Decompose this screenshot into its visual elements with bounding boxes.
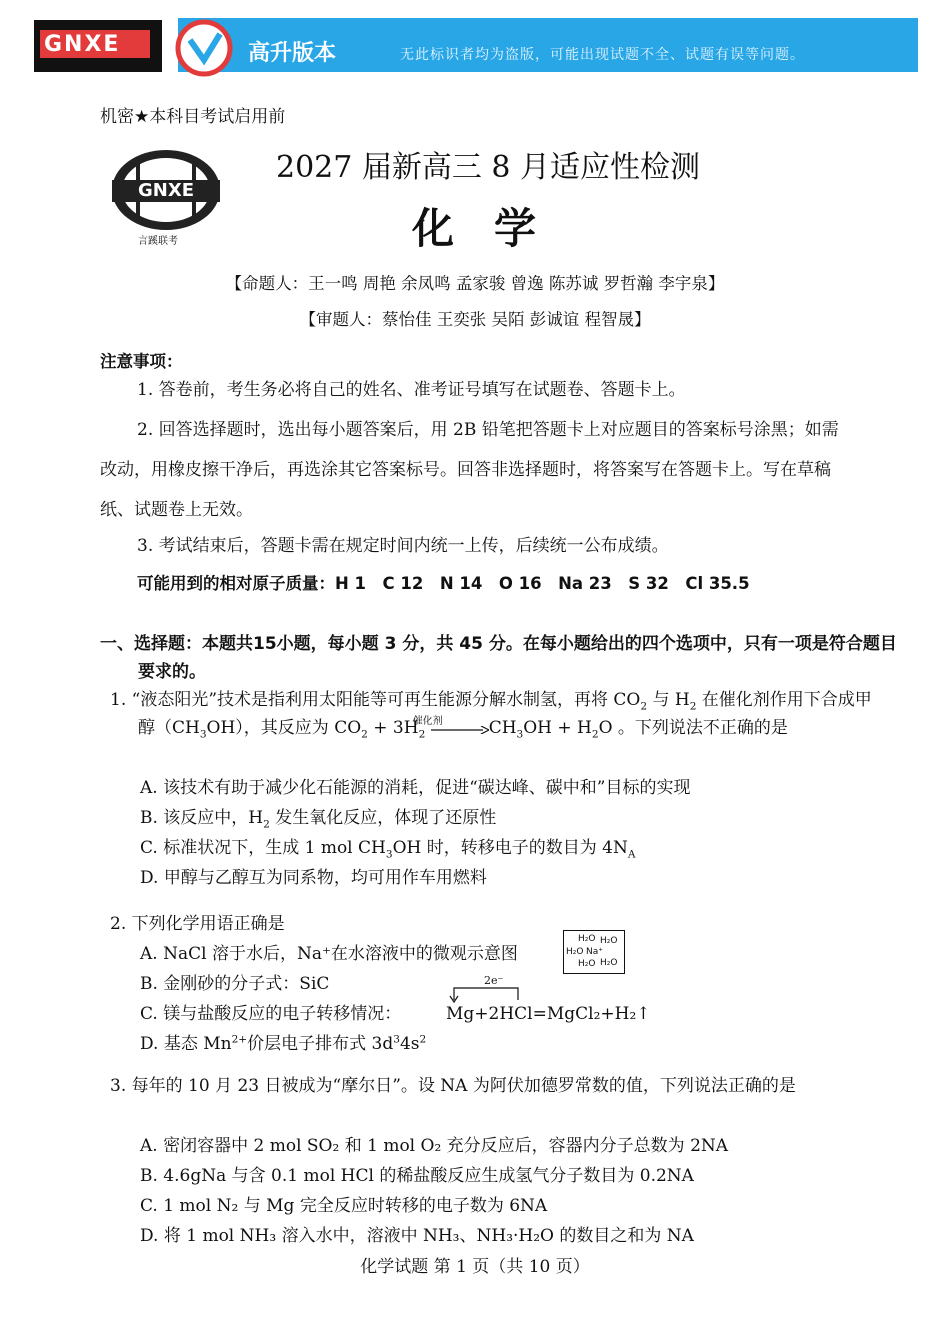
q1-text: + 3H bbox=[367, 718, 419, 738]
question-2-stem: 2. 下列化学用语正确是 bbox=[110, 914, 285, 934]
hydration-diagram bbox=[563, 930, 625, 974]
q1-text: 在催化剂作用下合成甲醇（CH bbox=[138, 690, 872, 738]
q3-option-b: B. 4.6gNa 与含 0.1 mol HCl 的稀盐酸反应生成氢气分子数目为 0.2NA bbox=[140, 1166, 694, 1186]
q1-text: 与 H bbox=[647, 690, 690, 710]
q1-text: OH + H bbox=[523, 718, 592, 738]
notice-item: 1. 答卷前，考生务必将自己的姓名、准考证号填写在试题卷、答题卡上。 bbox=[137, 380, 686, 400]
ion-label: Na⁺ bbox=[586, 947, 603, 957]
reaction-arrow bbox=[412, 715, 489, 738]
q3-option-d: D. 将 1 mol NH₃ 溶入水中，溶液中 NH₃、NH₃·H₂O 的数目之和为 NA bbox=[140, 1226, 694, 1246]
authors-line: 【命题人：王一鸣 周艳 余凤鸣 孟家骏 曾逸 陈苏诚 罗哲瀚 李宇泉】 bbox=[225, 274, 725, 293]
section-heading: 一、选择题：本题共15小题，每小题 3 分，共 45 分。在每小题给出的四个选项中，只有一项是符合题目要求的。 bbox=[100, 634, 897, 682]
q1-text: O 。下列说法不正确的是 bbox=[598, 718, 788, 738]
water-label: H₂O bbox=[578, 934, 596, 944]
q1-option-d: D. 甲醇与乙醇互为同系物，均可用作车用燃料 bbox=[140, 868, 487, 888]
water-label: H₂O bbox=[578, 959, 596, 969]
q2-option-d-text: D. 基态 Mn bbox=[140, 1034, 232, 1054]
q1-text: 1. “液态阳光”技术是指利用太阳能等可再生能源分解水制氢，再将 CO bbox=[110, 690, 641, 710]
electron-label: 2e⁻ bbox=[484, 974, 504, 987]
banner-brand: 高升版本 bbox=[248, 41, 337, 66]
top-banner bbox=[0, 0, 950, 82]
q2-option-b: B. 金刚砂的分子式：SiC bbox=[140, 974, 330, 994]
q3-option-a: A. 密闭容器中 2 mol SO₂ 和 1 mol O₂ 充分反应后，容器内分子总数为 2NA bbox=[140, 1136, 729, 1156]
q1-option-a: A. 该技术有助于减少化石能源的消耗，促进“碳达峰、碳中和”目标的实现 bbox=[140, 778, 691, 798]
water-label: H₂O bbox=[566, 947, 584, 957]
banner-graphic bbox=[0, 0, 950, 82]
atomic-masses: 可能用到的相对原子质量：H 1 C 12 N 14 O 16 Na 23 S 32 Cl 35.5 bbox=[137, 574, 750, 593]
q2-option-a: A. NaCl 溶于水后，Na⁺在水溶液中的微观示意图 bbox=[140, 944, 518, 964]
q3-option-c: C. 1 mol N₂ 与 Mg 完全反应时转移的电子数为 6NA bbox=[140, 1196, 548, 1216]
notice-heading: 注意事项： bbox=[100, 352, 183, 371]
reviewers-line: 【审题人：蔡怡佳 王奕张 吴陌 彭诚谊 程智晟】 bbox=[299, 310, 651, 329]
question-1-stem: 1. “液态阳光”技术是指利用太阳能等可再生能源分解水制氢，再将 $CO_2$ 与 $H_2$ 在催化剂作用下合成甲醇$(CH_3OH)$，其反应为 $CO_2 + 3H_2$ 催化剂 $CH_3OH + H_2O$ 。下列说法不正确的是 bbox=[110, 690, 872, 741]
q1-option-c: C. 标准状况下，生成 1 mol $CH_3OH$ 时，转移电子的数目为 $4N_A$ bbox=[140, 838, 636, 861]
q2-option-d-text: 4s bbox=[399, 1034, 420, 1054]
q1-text: CH bbox=[488, 718, 517, 738]
secret-label: 机密★本科目考试启用前 bbox=[100, 107, 286, 127]
exam-subject: 化学 bbox=[412, 204, 577, 253]
q1-option-b: B. 该反应中，$H_2$ 发生氧化反应，体现了还原性 bbox=[140, 808, 497, 831]
water-label: H₂O bbox=[600, 936, 618, 946]
banner-logo-text: GNXE bbox=[44, 32, 121, 57]
q1-option-b-text: 发生氧化反应，体现了还原性 bbox=[269, 808, 497, 828]
reaction-equation: Mg+2HCl=MgCl₂+H₂↑ bbox=[446, 1004, 651, 1024]
exam-title: 2027 届新高三 8 月适应性检测 bbox=[276, 150, 701, 185]
water-label: H₂O bbox=[600, 958, 618, 968]
exam-logo bbox=[108, 146, 224, 246]
q1-option-c-text: OH 时，转移电子的数目为 4N bbox=[392, 838, 628, 858]
exam-logo-text: GNXE bbox=[137, 180, 194, 201]
notice-item: 3. 考试结束后，答题卡需在规定时间内统一上传，后续统一公布成绩。 bbox=[137, 536, 669, 556]
catalyst-label: 催化剂 bbox=[412, 715, 443, 727]
q2-option-c: C. 镁与盐酸反应的电子转移情况： bbox=[140, 1004, 402, 1024]
q1-option-b-text: B. 该反应中，H bbox=[140, 808, 264, 828]
q1-option-c-text: C. 标准状况下，生成 1 mol CH bbox=[140, 838, 386, 858]
exam-logo-caption: 言蹊联考 bbox=[138, 236, 178, 247]
notice-item: 2. 回答选择题时，选出每小题答案后，用 2B 铅笔把答题卡上对应题目的答案标号涂黑；如需改动，用橡皮擦干净后，再选涂其它答案标号。回答非选择题时，将答案写在答题卡上。写在草稿纸、试题卷上无效。 bbox=[100, 420, 839, 520]
q2-option-d-text: 价层电子排布式 3d bbox=[247, 1034, 394, 1054]
question-3-stem: 3. 每年的 10 月 23 日被成为“摩尔日”。设 NA 为阿伏加德罗常数的值，下列说法正确的是 bbox=[110, 1076, 796, 1096]
arrow-icon bbox=[431, 726, 489, 734]
q1-text: OH），其反应为 CO bbox=[206, 718, 362, 738]
page-footer: 化学试题 第 1 页（共 10 页） bbox=[360, 1257, 590, 1277]
banner-warning: 无此标识者均为盗版，可能出现试题不全、试题有误等问题。 bbox=[400, 47, 805, 63]
q2-option-d: D. 基态 $Mn^{2+}$价层电子排布式 $3d^34s^2$ bbox=[140, 1033, 427, 1054]
